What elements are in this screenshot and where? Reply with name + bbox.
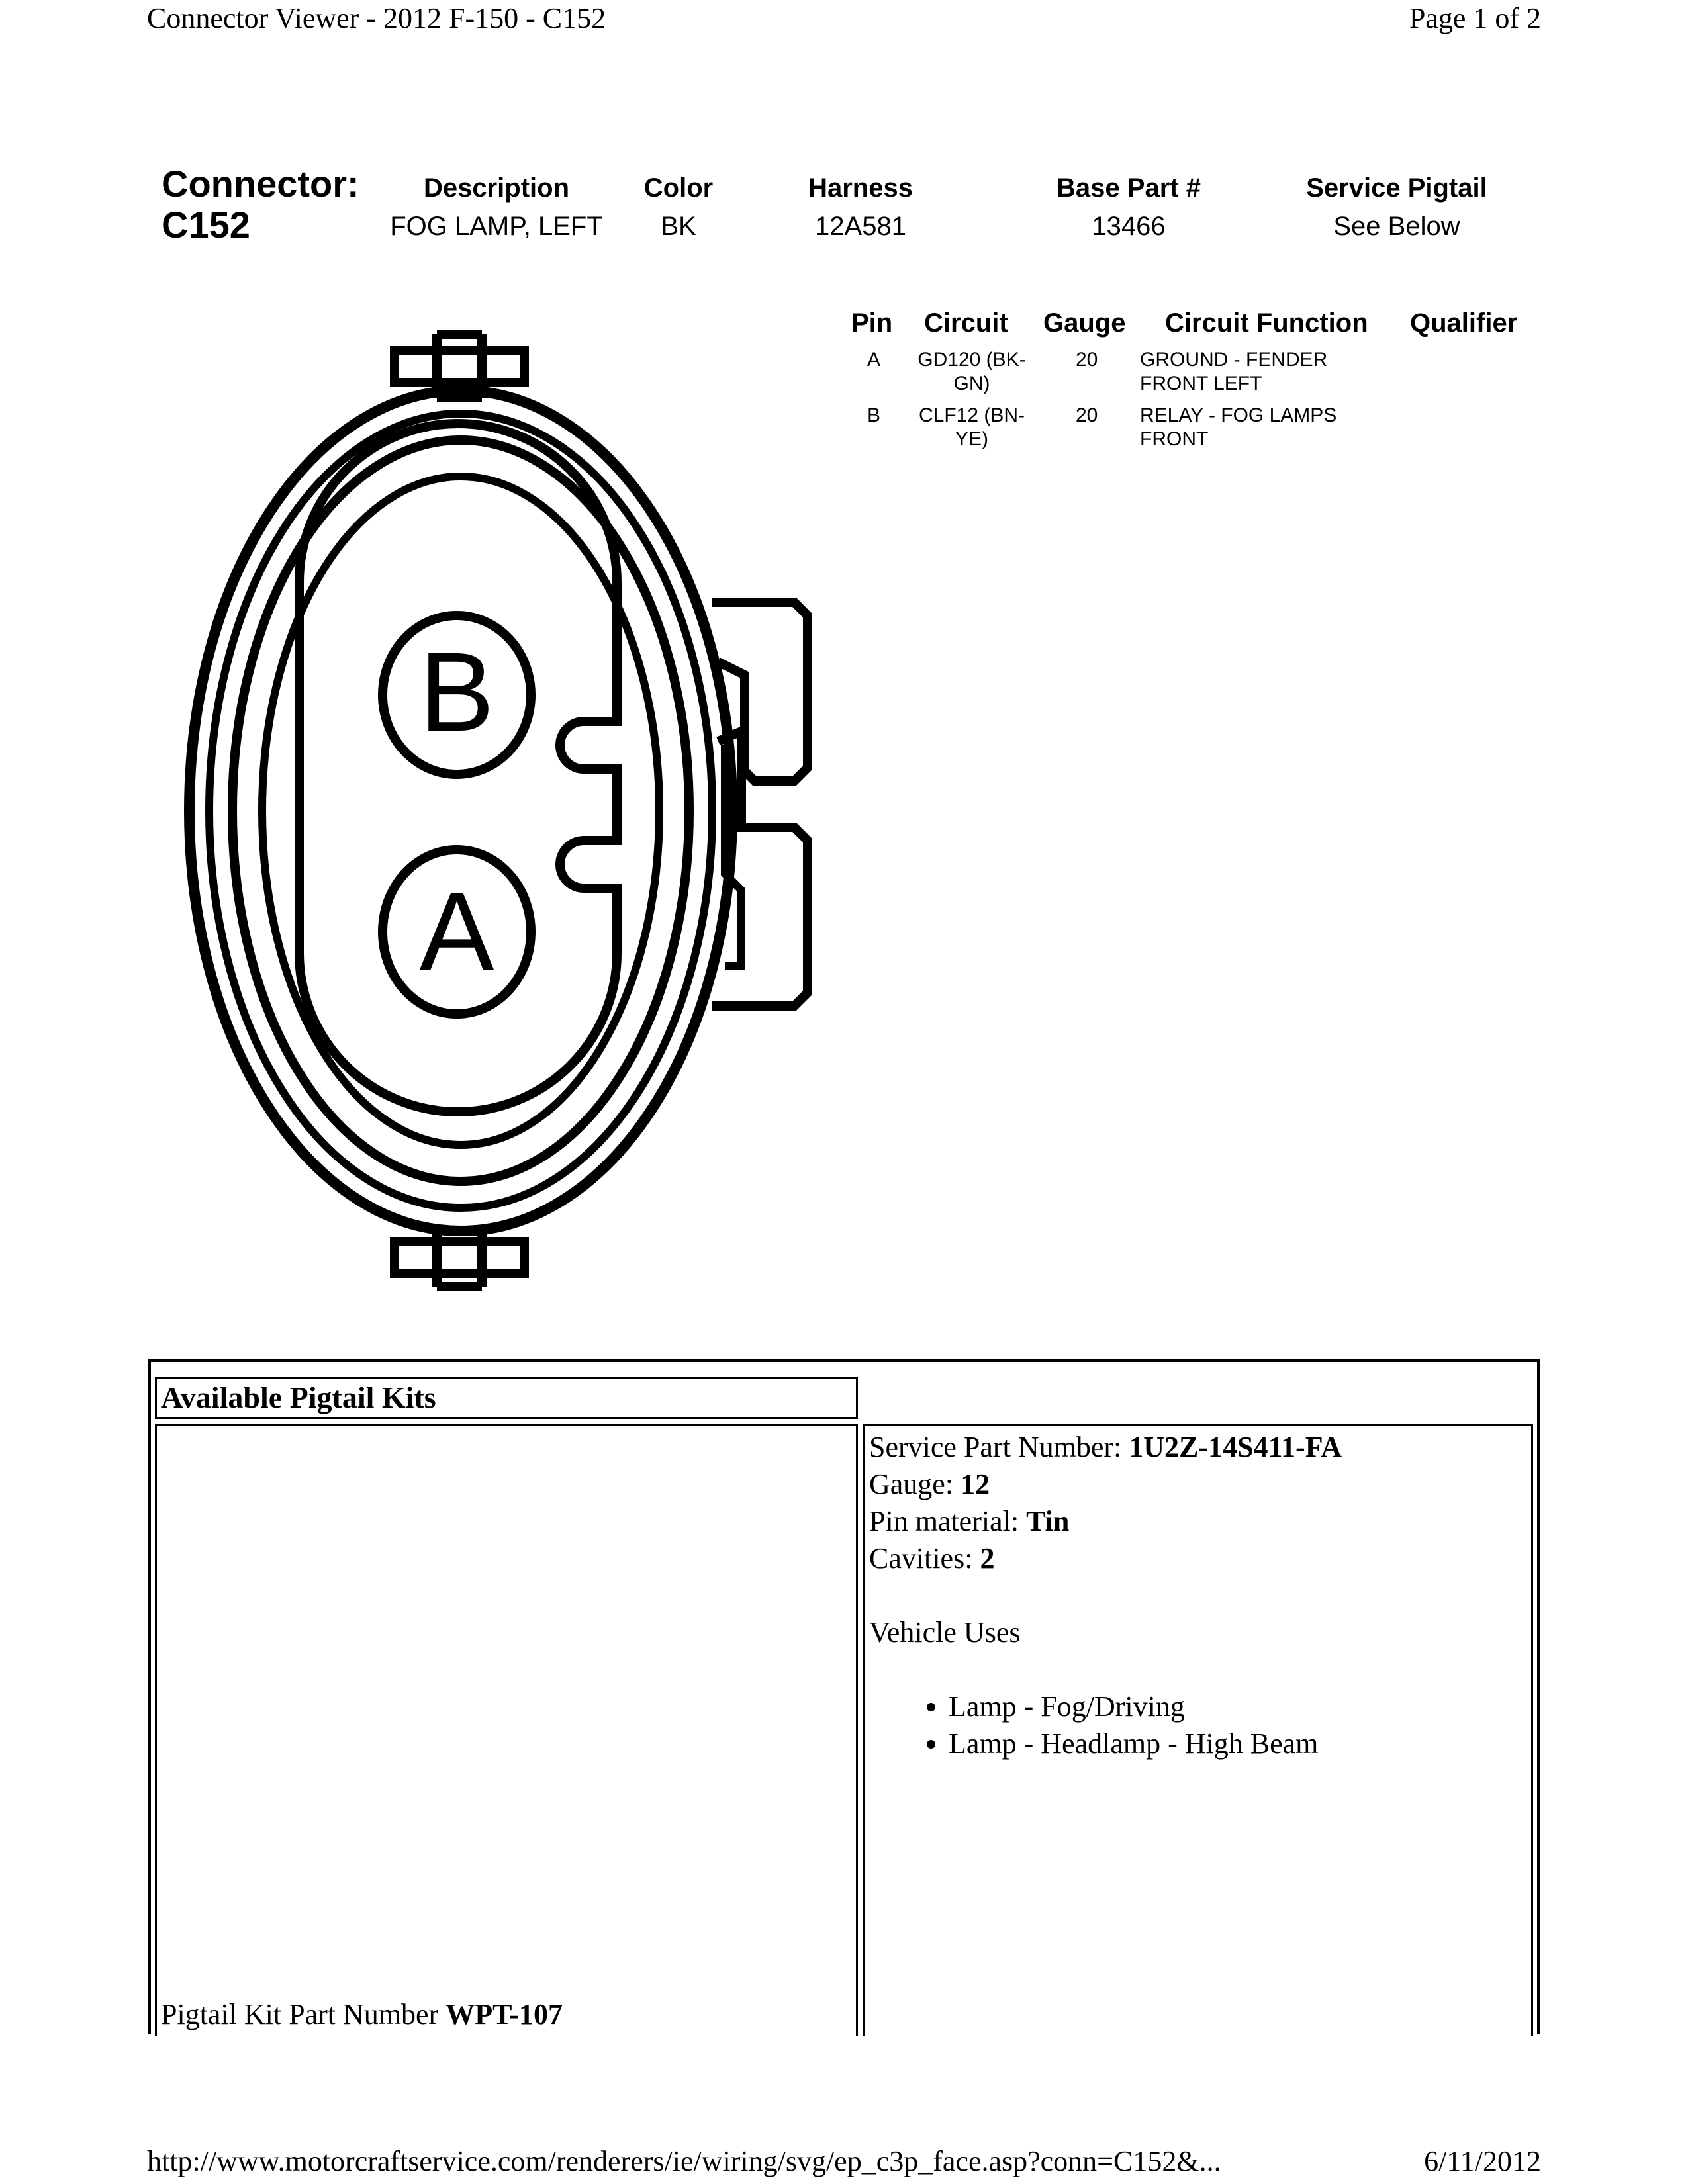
- harness-header: Harness: [808, 173, 913, 203]
- circuit-a-line1: GD120 (BK-: [917, 349, 1026, 371]
- gauge-line: [869, 1466, 1531, 1503]
- function-a-line2: FRONT LEFT: [1140, 373, 1262, 394]
- pin-material-label: Pin material:: [869, 1505, 1027, 1537]
- color-value: BK: [661, 212, 696, 241]
- right-key-tab: [712, 602, 808, 1006]
- pigtail-kit-label: Pigtail Kit Part Number: [161, 1998, 446, 2030]
- pigtail-title: Available Pigtail Kits: [161, 1381, 436, 1414]
- connector-label: Connector:: [162, 163, 359, 205]
- function-a-line1: GROUND - FENDER: [1140, 349, 1328, 371]
- footer-date: 6/11/2012: [1424, 2145, 1541, 2177]
- pin-header: Pin: [851, 308, 893, 338]
- pin-material-line: [869, 1503, 1531, 1540]
- circuit-function-header: Circuit Function: [1165, 308, 1368, 338]
- vehicle-use-item: • Lamp - Headlamp - High Beam: [949, 1725, 1531, 1762]
- table-left-border: [148, 1359, 151, 2034]
- vehicle-uses-title: Vehicle Uses: [869, 1616, 1021, 1649]
- description-header: Description: [423, 173, 570, 203]
- page-number: Page 1 of 2: [1409, 2, 1541, 34]
- function-b-line2: FRONT: [1140, 428, 1209, 450]
- harness-value: 12A581: [815, 212, 906, 241]
- service-part-label: Service Part Number:: [869, 1431, 1129, 1463]
- pin-material-value: Tin: [1026, 1505, 1070, 1537]
- vehicle-uses-list: [869, 1688, 1531, 1762]
- qualifier-header: Qualifier: [1410, 308, 1518, 338]
- pin-b: B: [867, 404, 881, 426]
- service-pigtail-value: See Below: [1333, 212, 1460, 241]
- service-part-value: 1U2Z-14S411-FA: [1129, 1431, 1342, 1463]
- pigtail-kit-cell: [155, 1424, 858, 2036]
- circuit-b-line1: CLF12 (BN-: [918, 404, 1025, 426]
- gauge-b: 20: [1076, 404, 1098, 426]
- vehicle-use-item: • Lamp - Fog/Driving: [949, 1688, 1531, 1725]
- circuit-a-line2: GN): [953, 373, 990, 394]
- page-title: Connector Viewer - 2012 F-150 - C152: [147, 2, 606, 34]
- base-part-header: Base Part #: [1056, 173, 1201, 203]
- function-b-line1: RELAY - FOG LAMPS: [1140, 404, 1337, 426]
- pigtail-kit-number: [161, 1996, 563, 2033]
- pin-a: A: [867, 349, 881, 371]
- base-part-value: 13466: [1092, 212, 1166, 241]
- gauge-header: Gauge: [1043, 308, 1126, 338]
- gauge-a: 20: [1076, 349, 1098, 371]
- pigtail-kit-value: WPT-107: [445, 1998, 563, 2030]
- description-value: FOG LAMP, LEFT: [390, 212, 603, 241]
- cavities-label: Cavities:: [869, 1542, 980, 1574]
- gauge-label: Gauge:: [869, 1468, 961, 1500]
- cavities-value: 2: [980, 1542, 995, 1574]
- gauge-value: 12: [961, 1468, 990, 1500]
- pigtail-title-cell: [155, 1377, 858, 1419]
- connector-body-outline: [189, 390, 732, 1231]
- footer-url: http://www.motorcraftservice.com/renderers/ie/wiring/svg/ep_c3p_face.asp?conn=C152&...: [147, 2145, 1221, 2177]
- color-header: Color: [643, 173, 714, 203]
- table-right-border: [1537, 1359, 1540, 2034]
- table-top-border: [148, 1359, 1540, 1362]
- service-part-cell: [863, 1424, 1533, 2036]
- cavities-line: [869, 1540, 1531, 1577]
- service-pigtail-header: Service Pigtail: [1306, 173, 1487, 203]
- circuit-header: Circuit: [924, 308, 1008, 338]
- pin-a-label: A: [419, 869, 494, 995]
- connector-id: C152: [162, 204, 250, 246]
- service-part-line: [869, 1429, 1531, 1466]
- circuit-b-line2: YE): [955, 428, 988, 450]
- bottom-latch: [395, 1228, 524, 1287]
- pin-b-label: B: [419, 629, 494, 755]
